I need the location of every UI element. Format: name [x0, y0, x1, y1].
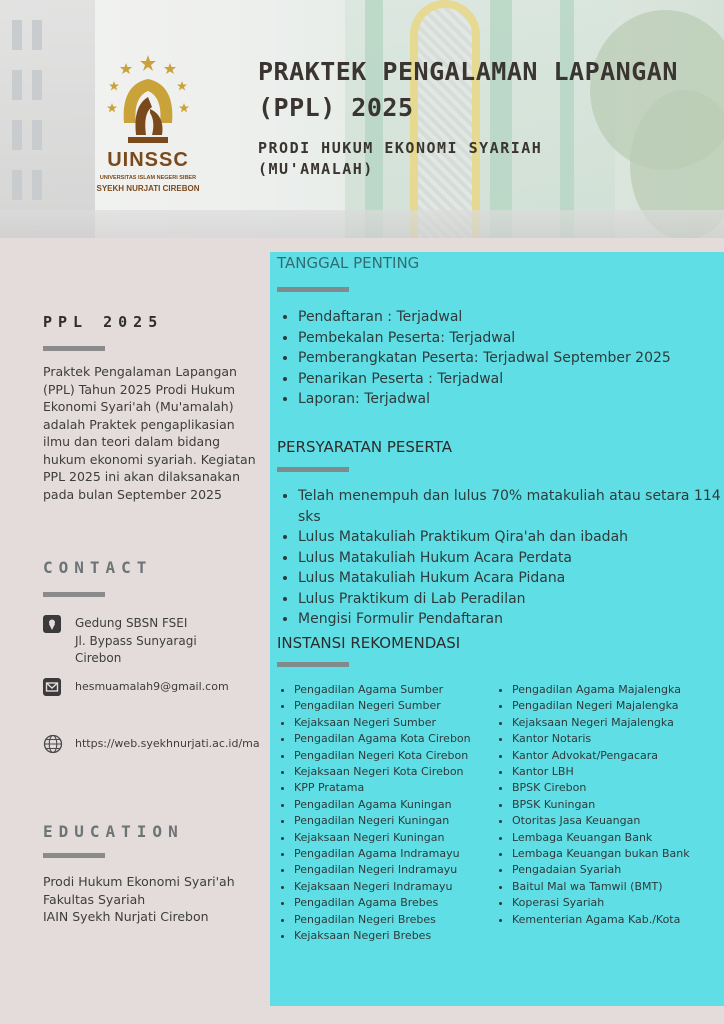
divider — [277, 467, 349, 472]
logo-university-place: SYEKH NURJATI CIREBON — [96, 184, 200, 193]
institution-item: • Kejaksaan Negeri Sumber — [294, 715, 504, 731]
institution-item: • Lembaga Keuangan Bank — [512, 830, 724, 846]
institution-item: • Kejaksaan Negeri Brebes — [294, 928, 504, 944]
institution-item: • Pengadilan Agama Sumber — [294, 682, 504, 698]
about-text: Praktek Pengalaman Lapangan (PPL) Tahun 2025 Prodi Hukum Ekonomi Syari'ah (Mu'amalah) adalah Praktek pengaplikasian ilmu dan teori dalam bidang hukum ekonomi syariah. Kegiatan PPL 2025 ini akan dilaksanakan pada bulan September 2025 — [43, 364, 256, 502]
institution-item: • Pengadilan Negeri Indramayu — [294, 862, 504, 878]
divider — [43, 346, 105, 351]
requirement-item: • Telah menempuh dan lulus 70% matakuliah atau setara 114 sks — [298, 486, 723, 527]
institution-item: • Otoritas Jasa Keuangan — [512, 813, 724, 829]
contact-address: Gedung SBSN FSEI Jl. Bypass Sunyaragi Cirebon — [43, 615, 268, 670]
institution-item: • Kementerian Agama Kab./Kota — [512, 912, 724, 928]
header-banner — [0, 0, 724, 238]
requirements-list — [277, 486, 723, 630]
left-sidebar — [0, 238, 270, 1024]
institution-item: • Pengadilan Negeri Kota Cirebon — [294, 748, 504, 764]
institution-item: • Kantor Advokat/Pengacara — [512, 748, 724, 764]
requirement-item: • Lulus Matakuliah Praktikum Qira'ah dan ibadah — [298, 527, 723, 548]
education-heading: EDUCATION — [43, 822, 184, 841]
date-item: • Pemberangkatan Peserta: Terjadwal September 2025 — [298, 348, 708, 369]
logo-university-name: UNIVERSITAS ISLAM NEGERI SIBER — [99, 175, 197, 181]
date-item: • Penarikan Peserta : Terjadwal — [298, 369, 708, 390]
map-pin-icon — [43, 615, 61, 633]
education-text: Prodi Hukum Ekonomi Syari'ah Fakultas Syariah IAIN Syekh Nurjati Cirebon — [43, 874, 235, 924]
contact-heading: CONTACT — [43, 558, 153, 577]
date-item: • Laporan: Terjadwal — [298, 389, 708, 410]
institution-item: • Pengadilan Agama Indramayu — [294, 846, 504, 862]
institution-item: • Pengadaian Syariah — [512, 862, 724, 878]
institution-item: • Baitul Mal wa Tamwil (BMT) — [512, 879, 724, 895]
institutions-heading: INSTANSI REKOMENDASI — [277, 634, 461, 652]
institution-item: • Pengadilan Agama Kota Cirebon — [294, 731, 504, 747]
institutions-list-right — [495, 682, 724, 928]
institution-item: • Pengadilan Agama Brebes — [294, 895, 504, 911]
institution-item: • KPP Pratama — [294, 780, 504, 796]
dates-heading: TANGGAL PENTING — [277, 254, 420, 272]
institution-item: • Pengadilan Negeri Kuningan — [294, 813, 504, 829]
institution-item: • Kejaksaan Negeri Majalengka — [512, 715, 724, 731]
institution-item: • Pengadilan Negeri Sumber — [294, 698, 504, 714]
about-heading: PPL 2025 — [43, 313, 164, 331]
institution-item: • Pengadilan Negeri Majalengka — [512, 698, 724, 714]
email-link[interactable]: hesmuamalah9@gmail.com — [75, 680, 229, 693]
envelope-icon — [43, 678, 61, 696]
logo-wordmark: UINSSC — [107, 149, 189, 171]
page-subtitle: PRODI HUKUM EKONOMI SYARIAH (MU'AMALAH) — [258, 139, 543, 178]
requirement-item: • Lulus Praktikum di Lab Peradilan — [298, 589, 723, 610]
requirement-item: • Lulus Matakuliah Hukum Acara Pidana — [298, 568, 723, 589]
website-link[interactable]: https://web.syekhnurjati.ac.id/ma — [75, 737, 260, 750]
requirement-item: • Mengisi Formulir Pendaftaran — [298, 609, 723, 630]
requirements-heading: PERSYARATAN PESERTA — [277, 438, 452, 456]
institution-item: • BPSK Cirebon — [512, 780, 724, 796]
institution-item: • Pengadilan Agama Kuningan — [294, 797, 504, 813]
divider — [43, 853, 105, 858]
divider — [277, 662, 349, 667]
institution-item: • Pengadilan Agama Majalengka — [512, 682, 724, 698]
globe-icon — [43, 734, 63, 754]
institution-item: • Kantor LBH — [512, 764, 724, 780]
building-photo-left — [0, 0, 95, 238]
contact-website[interactable] — [43, 734, 268, 754]
institutions-list-left — [277, 682, 504, 945]
page-title: PRAKTEK PENGALAMAN LAPANGAN (PPL) 2025 — [258, 57, 678, 122]
contact-email[interactable] — [43, 678, 268, 698]
institution-item: • Kantor Notaris — [512, 731, 724, 747]
institution-item: • Kejaksaan Negeri Kuningan — [294, 830, 504, 846]
info-panel — [270, 252, 724, 1006]
institution-item: • BPSK Kuningan — [512, 797, 724, 813]
dates-list — [277, 307, 708, 410]
institution-item: • Kejaksaan Negeri Indramayu — [294, 879, 504, 895]
date-item: • Pendaftaran : Terjadwal — [298, 307, 708, 328]
institution-item: • Kejaksaan Negeri Kota Cirebon — [294, 764, 504, 780]
uinssc-emblem-icon — [106, 53, 190, 153]
institution-item: • Pengadilan Negeri Brebes — [294, 912, 504, 928]
date-item: • Pembekalan Peserta: Terjadwal — [298, 328, 708, 349]
institution-item: • Lembaga Keuangan bukan Bank — [512, 846, 724, 862]
requirement-item: • Lulus Matakuliah Hukum Acara Perdata — [298, 548, 723, 569]
uinssc-logo — [92, 45, 204, 205]
divider — [43, 592, 105, 597]
institution-item: • Koperasi Syariah — [512, 895, 724, 911]
divider — [277, 287, 349, 292]
